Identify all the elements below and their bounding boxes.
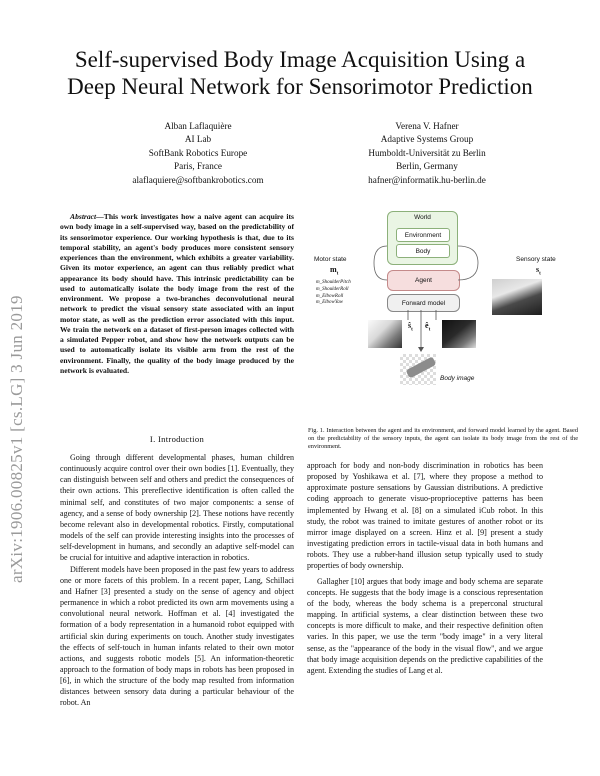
author-block-1	[98, 120, 298, 187]
paper-title	[0, 46, 600, 100]
title-line-1: Self-supervised Body Image Acquisition Using a	[74, 47, 526, 72]
author-affiliation: AI Lab	[184, 134, 212, 145]
motor-item: m_ElbowYaw	[316, 300, 344, 306]
sensory-symbol: $s_t$	[536, 265, 541, 277]
author-email: alaflaquiere@softbankrobotics.com	[132, 174, 264, 185]
figure-caption: Fig. 1. Interaction between the agent and its environment, and forward model learned by the agent. Based on the predictability of the sensory inputs, the agent can isolate its body image from the rest of the environment.	[308, 427, 578, 451]
title-line-2: Deep Neural Network for Sensorimotor Prediction	[67, 74, 533, 99]
paragraph: Gallagher [10] argues that body image and body schema are separate concepts. He suggests that the body image is a conscious representation of the body, whereas the body schema is a preperсonal structural mapping. In artificial systems, a clear distinction between these two concepts is more difficult to make, and their respective definition often varies. In this paper, we use the term "body image" in a very literal sense, as the "appearance of the body in the visual flow", and we argue that body image acquisition depends on the predictive capabilities of the agent. Extending the studies of Lang et al.	[307, 576, 543, 675]
paragraph: Different models have been proposed in the past few years to address one or more facets of this problem. In a recent paper, Lang, Schillaci and Hafner [3] presented a study on the sense of agency and object permanence in which a robot predicted its own arm movements using a convolutional neural network. Hoffman et al. [4] investigated the formation of a body representation in a humanoid robot equipped with artificial skin during experiments on touch. Another study investigates the effects of self-touch in human infants related to their own motor actions, and suggests robotic models [5]. An information-theoretic approach to the formation of body maps in robots has been proposed in [6], in which the structure of the body map resulted from information distances between sensory data during a particular behaviour of the robot. An	[60, 564, 294, 708]
paragraph: approach for body and non-body discrimination in robotics has been proposed by Yoshikawa et al. [7], where they propose a method to approximate posture sensations by Gaussian distributions. A predictive coding approach to generate visuo-proprioceptive patterns has been implemented by Hwang et al. [8] on a simulated iCub robot. In this study, the robot was trained to imitate gestures of another robot or its mirror image displayed on a screen. Hinz et al. [9] present a study investigating prediction errors in tactile-visual data in both humans and robots. They use a rubber-hand illusion setup typically used to study properties of body ownership.	[307, 461, 543, 571]
agent-label: Agent	[415, 277, 432, 284]
author-name: Verena V. Hafner	[395, 121, 459, 131]
e-hat-label: $ê_t$	[425, 321, 431, 333]
author-affiliation: Humboldt-Universität zu Berlin	[368, 147, 486, 158]
figure-1	[308, 205, 578, 455]
s-hat-label: $ŝ_t$	[408, 321, 413, 333]
right-column-body	[307, 460, 543, 676]
author-email: hafner@informatik.hu-berlin.de	[368, 174, 486, 185]
author-affiliation: Adaptive Systems Group	[380, 134, 474, 145]
prediction-error-image	[442, 320, 476, 348]
predicted-image	[368, 320, 402, 348]
sensory-image	[492, 279, 542, 315]
motor-state-label: Motor state	[314, 256, 347, 263]
forward-model-label: Forward model	[401, 299, 446, 307]
body-label: Body	[415, 247, 431, 255]
author-name: Alban Laflaquière	[164, 121, 232, 131]
author-affiliation: SoftBank Robotics Europe	[148, 147, 248, 158]
robot-arm-shape	[406, 356, 437, 378]
motor-symbol: $m_t$	[330, 265, 339, 277]
body-image	[400, 354, 436, 385]
sensory-loop-arrow	[458, 246, 478, 280]
world-label: World	[414, 214, 431, 221]
motor-list	[316, 280, 351, 307]
abstract-label: Abstract	[70, 212, 97, 221]
author-block-2	[327, 120, 527, 187]
arrowhead	[418, 347, 424, 352]
abstract	[60, 212, 294, 376]
motor-item: m_ShoulderPitch	[316, 280, 351, 285]
motor-item: m_ShoulderRoll	[316, 286, 349, 292]
body-image-label: Body image	[440, 375, 475, 382]
environment-label: Environment	[404, 231, 442, 239]
paragraph: Going through different developmental phases, human children continuously acquire control over their own bodies [1]. Eventually, they can distinguish between self and others and predict the consequences of their own actions. This prereflective identification is often called the minimal self, and constitutes of two major components: a sense of agency, and a sense of body ownership [2]. These notions have recently become relevant also in developmental robotics. Firstly, computational models of the self can provide interesting insights into the processes of self-development in humans, and secondly an adaptive self-model can be crucial for intuitive and adaptive interaction in robotics.	[60, 453, 294, 563]
author-location: Berlin, Germany	[396, 161, 458, 172]
author-location: Paris, France	[174, 161, 222, 172]
motor-item: m_ElbowRoll	[316, 293, 344, 299]
abstract-text: —This work investigates how a naive agent can acquire its own body image in a self-supervised way, based on the predictability of its sensorimotor experience. Our working hypothesis is that, due to its temporal stability, an agent's body produces more consistent sensory experiences than the environment, which exhibits a greater variability. Given its motor experience, an agent can thus reliably predict what appearance its body should have. This intrinsic predictability can be used to automatically isolate the body image from the rest of the environment. We propose a two-branches deconvolutional neural network to predict the visual sensory state associated with an input motor state, as well as the prediction error associated with this input. We train the network on a dataset of first-person images collected with a simulated Pepper robot, and show how the network outputs can be used to automatically isolate its visible arm from the rest of the environment. Finally, the quality of the body image produced by the network is evaluated.	[60, 212, 294, 375]
motor-loop-arrow	[374, 246, 387, 280]
sensory-state-label: Sensory state	[516, 256, 556, 263]
left-column-body	[60, 452, 294, 709]
section-heading-introduction: I. Introduction	[149, 434, 205, 444]
arxiv-stamp: arXiv:1906.00825v1 [cs.LG] 3 Jun 2019	[7, 295, 26, 583]
forward-output-arrows	[408, 310, 436, 320]
